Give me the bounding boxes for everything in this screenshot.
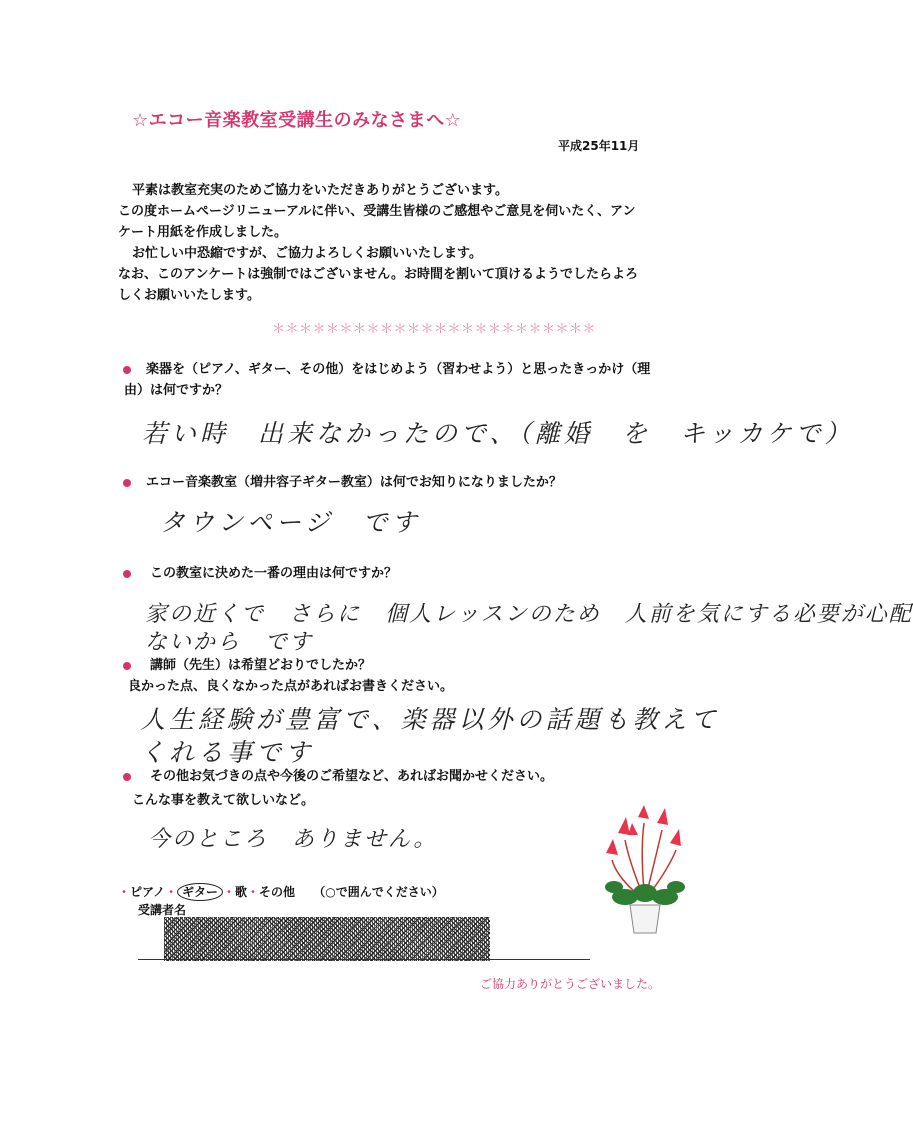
- answer-4-line1: 人生経験が豊富で、楽器以外の話題も教えて: [140, 705, 720, 734]
- bullet-icon: [123, 773, 131, 781]
- question-2: エコー音楽教室（増井容子ギター教室）は何でお知りになりましたか？: [146, 475, 562, 490]
- instrument-choices: ・ピアノ・ ギター ・歌・その他 （○で囲んでください）: [118, 885, 444, 899]
- bullet-icon: [123, 662, 131, 670]
- redacted-name: [164, 917, 490, 961]
- answer-4-line2: くれる事です: [140, 738, 315, 767]
- intro-line: お忙しい中恐縮ですが、ご協力よろしくお願いいたします。: [132, 246, 482, 261]
- question-5: その他お気づきの点や今後のご希望など、あればお聞かせください。: [150, 769, 554, 784]
- choice-song[interactable]: 歌: [234, 885, 247, 899]
- intro-line: ケート用紙を作成しました。: [118, 225, 288, 240]
- choice-guitar[interactable]: ギター: [177, 883, 223, 901]
- page-title: ☆エコー音楽教室受講生のみなさまへ☆: [132, 110, 462, 131]
- intro-line: なお、このアンケートは強制ではございません。お時間を割いて頂けるようでしたらよろ: [118, 267, 639, 282]
- answer-2: タウンページ です: [160, 508, 421, 537]
- thanks-message: ご協力ありがとうございました。: [480, 977, 661, 991]
- choice-piano[interactable]: ピアノ: [130, 885, 166, 899]
- bullet-icon: [123, 479, 131, 487]
- star-divider: ＊＊＊＊＊＊＊＊＊＊＊＊＊＊＊＊＊＊＊＊＊＊＊＊: [272, 322, 597, 337]
- question-1-cont: 由）は何ですか？: [124, 383, 229, 398]
- bullet-icon: [123, 366, 131, 374]
- choice-other[interactable]: その他: [259, 885, 296, 899]
- question-3: この教室に決めた一番の理由は何ですか？: [150, 566, 398, 581]
- flower-illustration: [600, 805, 690, 935]
- intro-line: しくお願いいたします。: [118, 288, 260, 303]
- answer-3-line1: 家の近くで さらに 個人レッスンのため 人前を気にする必要が心配: [145, 602, 913, 627]
- question-4: 講師（先生）は希望どおりでしたか？: [150, 658, 372, 673]
- intro-line: この度ホームページリニューアルに伴い、受講生皆様のご感想やご意見を伺いたく、アン: [118, 204, 636, 219]
- answer-1: 若い時 出来なかったので、（離婚 を キッカケで）: [142, 419, 854, 448]
- intro-text: [118, 180, 698, 306]
- question-1: [146, 359, 650, 380]
- cyclamen-flower-icon: [600, 805, 690, 935]
- date: 平成25年11月: [558, 139, 640, 153]
- intro-line: 平素は教室充実のためご協力をいただきありがとうございます。: [132, 183, 508, 198]
- bullet-icon: [123, 570, 131, 578]
- answer-3-line2: ないから です: [145, 630, 314, 655]
- name-underline: [138, 959, 590, 960]
- question-4-cont: 良かった点、良くなかった点があればお書きください。: [128, 679, 454, 694]
- choice-note: （○で囲んでください）: [313, 885, 444, 899]
- question-5-cont: こんな事を教えて欲しいなど。: [132, 793, 315, 808]
- student-name-label: 受講者名: [138, 903, 187, 917]
- question-1-line: 楽器を（ピアノ、ギター、その他）をはじめよう（習わせよう）と思ったきっかけ（理: [146, 362, 651, 377]
- answer-5: 今のところ ありません。: [148, 827, 438, 852]
